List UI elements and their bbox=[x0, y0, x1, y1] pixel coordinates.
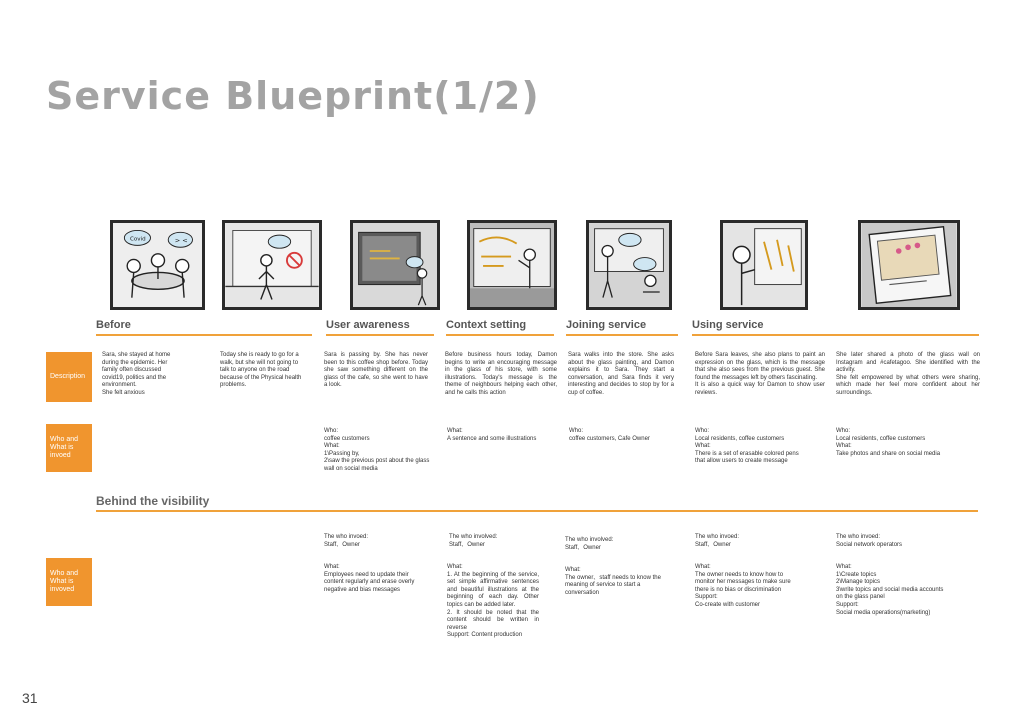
writing-on-glass-sketch bbox=[470, 223, 554, 307]
description-cell-6: Before Sara leaves, she also plans to paint an expression on the glass, which is the message that she also sees from the previous guest. She found the messages left by others fascinating. It is also a quick way for Damon to show user reviews. bbox=[695, 352, 825, 396]
section-behind-underline bbox=[96, 510, 978, 512]
conversation-sketch bbox=[589, 223, 669, 307]
stage-using-service: Using service bbox=[692, 319, 764, 331]
who-back-what-cell-5: What: 1\Create topics 2\Manage topics 3\write topics and social media accounts on the glass panel Support: Social media operations(marketing) bbox=[836, 564, 944, 616]
row-label-who-what-back: Who and What is invoved bbox=[46, 558, 92, 606]
who-back-top-cell-2: The who involved: Staff、Owner bbox=[449, 534, 498, 548]
who-front-cell-4: Who: Local residents, coffee customers What: There is a set of erasable colored pens that allow users to create message bbox=[695, 428, 799, 465]
description-cell-2: Today she is ready to go for a walk, but she will not going to talk to anyone on the road because of the Physical health problems. bbox=[220, 352, 302, 389]
stage-joining-service-underline bbox=[566, 334, 678, 336]
description-cell-4: Before business hours today, Damon begins to write an encouraging message in the glass of his store, with some illustrations. Today's message is the theme of neighbours helping each other, and he calls this action bbox=[445, 352, 557, 396]
page-title: Service Blueprint(1/2) bbox=[46, 74, 540, 118]
who-back-top-cell-5: The who invoed: Social network operators bbox=[836, 534, 903, 548]
who-back-top-cell-3: The who involved: Staff、Owner bbox=[565, 537, 614, 551]
storyboard-panel-3 bbox=[350, 220, 440, 310]
storyboard-panel-6 bbox=[720, 220, 808, 310]
stage-before: Before bbox=[96, 319, 131, 331]
stage-context-setting-underline bbox=[446, 334, 554, 336]
stage-joining-service: Joining service bbox=[566, 319, 647, 331]
who-front-cell-3: Who: coffee customers, Cafe Owner bbox=[569, 428, 650, 442]
phone-photo-sketch bbox=[861, 223, 957, 307]
description-cell-1: Sara, she stayed at home during the epidemic. Her family often discussed covid19, politics and the environment. She felt anxious bbox=[102, 352, 171, 396]
who-front-cell-5: Who: Local residents, coffee customers What: Take photos and share on social media bbox=[836, 428, 941, 457]
description-cell-5: Sara walks into the store. She asks about the glass painting, and Damon explains it to Sara. They start a conversation, and Sara finds it very interesting and decides to stop by for a cup of coffee. bbox=[568, 352, 674, 396]
who-back-what-cell-1: What: Employees need to update their content regularly and erase overly negative and bias messages bbox=[324, 564, 415, 593]
who-back-top-cell-4: The who invoed: Staff、Owner bbox=[695, 534, 740, 548]
storyboard-panel-2 bbox=[222, 220, 322, 310]
storyboard-panel-1 bbox=[110, 220, 205, 310]
who-back-what-cell-4: What: The owner needs to know how to monitor her messages to make sure there is no bias or discrimination Support: Co-create with customer bbox=[695, 564, 791, 608]
painting-expression-sketch bbox=[723, 223, 805, 307]
stage-before-underline bbox=[96, 334, 312, 336]
storyboard-panel-7 bbox=[858, 220, 960, 310]
who-back-what-cell-2: What: 1. At the beginning of the service, set simple affirmative sentences and beautiful illustrations at the beginning of each day. Other topics can be added later. 2. It should be noted that the content should be written in reverse Support: Content production bbox=[447, 564, 539, 639]
street-walk-sketch bbox=[225, 223, 319, 307]
stage-using-service-underline bbox=[692, 334, 979, 336]
stage-user-awareness: User awareness bbox=[326, 319, 410, 331]
cafe-window-sketch bbox=[353, 223, 437, 307]
stage-user-awareness-underline bbox=[326, 334, 434, 336]
section-behind-visibility: Behind the visibility bbox=[96, 494, 210, 508]
description-cell-7: She later shared a photo of the glass wall on Instagram and #cafetagoo. She identified with the activity. She felt empowered by what others were sharing, which made her feel more confident about her surroundings. bbox=[836, 352, 980, 396]
who-front-cell-1: Who: coffee customers What: 1\Passing by, 2\saw the previous post about the glass wall on social media bbox=[324, 428, 430, 472]
who-front-cell-2: What: A sentence and some illustrations bbox=[447, 428, 537, 442]
description-cell-3: Sara is passing by. She has never been to this coffee shop before. Today she saw something different on the glass of the cafe, so she went to have a look. bbox=[324, 352, 428, 389]
bubble-text-right: > < bbox=[174, 236, 188, 245]
storyboard-panel-5 bbox=[586, 220, 672, 310]
stage-context-setting: Context setting bbox=[446, 319, 527, 331]
row-label-description: Description bbox=[46, 352, 92, 402]
storyboard-panel-4 bbox=[467, 220, 557, 310]
family-table-sketch bbox=[113, 223, 202, 307]
bubble-text-left: Covid bbox=[129, 236, 146, 243]
who-back-top-cell-1: The who invoed: Staff、Owner bbox=[324, 534, 369, 548]
row-label-who-what-front: Who and What is invoed bbox=[46, 424, 92, 472]
who-back-what-cell-3: What: The owner、staff needs to know the meaning of service to start a conversation bbox=[565, 567, 661, 596]
page-number: 31 bbox=[22, 690, 38, 706]
